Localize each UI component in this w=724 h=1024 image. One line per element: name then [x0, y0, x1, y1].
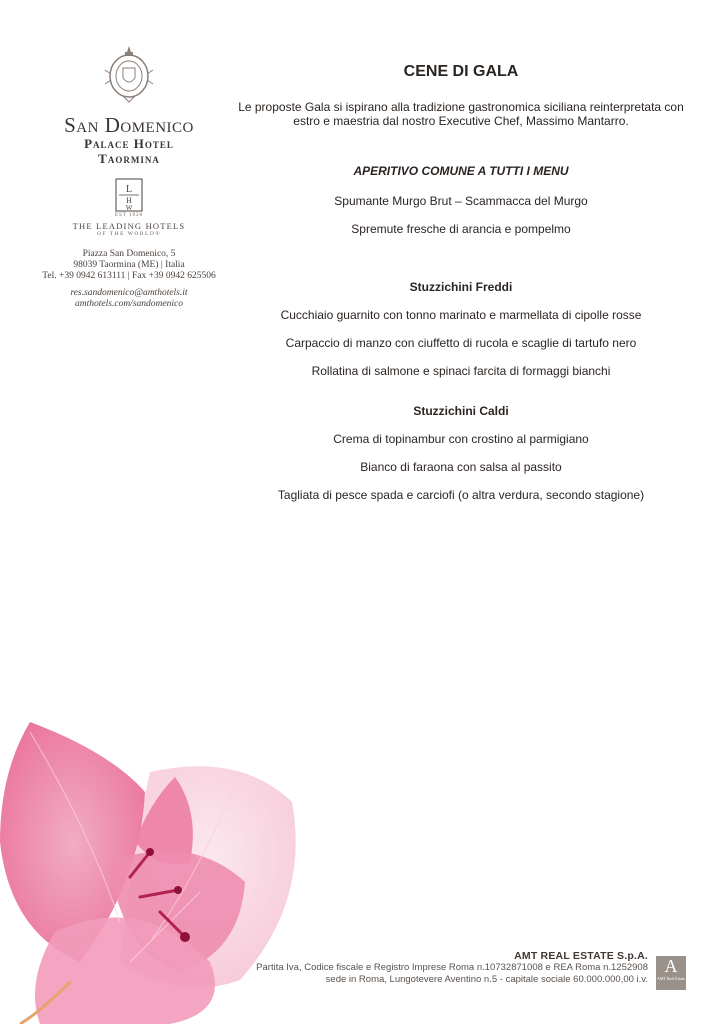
svg-text:L: L [125, 184, 133, 195]
footer-registration: Partita Iva, Codice fiscale e Registro Imprese Roma n.10732871008 e REA Roma n.1252908 [256, 962, 648, 973]
company-footer [228, 950, 648, 986]
lhw-name: THE LEADING HOTELS [72, 221, 186, 231]
menu-item: Rollatina di salmone e spinaci farcita di formaggi bianchi [311, 364, 611, 378]
lhw-logo-icon [115, 178, 143, 212]
section-title-aperitivo: APERITIVO COMUNE A TUTTI I MENU [353, 164, 569, 178]
section-title-freddi: Stuzzichini Freddi [409, 280, 513, 294]
hotel-name: San Domenico [64, 113, 194, 137]
menu-item: Cucchiaio guarnito con tonno marinato e marmellata di cipolle rosse [280, 308, 642, 322]
lhw-world: OF THE WORLD® [96, 231, 162, 237]
hotel-subtitle: Palace Hotel [84, 136, 174, 151]
section-title-caldi: Stuzzichini Caldi [413, 404, 509, 418]
hotel-letterhead [24, 44, 234, 310]
menu-intro: Le proposte Gala si ispirano alla tradizione gastronomica siciliana reinterpretata con estro e maestria dal nostro Executive Chef, Massimo Mantarro. [238, 100, 684, 128]
hotel-email[interactable]: res.sandomenico@amthotels.it [70, 288, 188, 298]
menu-item: Bianco di faraona con salsa al passito [360, 460, 562, 474]
amt-logo-text: AMT Real Estate [657, 976, 685, 981]
amt-logo-letter: A [664, 956, 678, 976]
address-phone: Tel. +39 0942 613111 | Fax +39 0942 625506 [42, 271, 216, 281]
menu-item: Tagliata di pesce spada e carciofi (o altra verdura, secondo stagione) [277, 488, 645, 502]
footer-company: AMT REAL ESTATE S.p.A. [514, 950, 648, 962]
address-city: 98039 Taormina (ME) | Italia [73, 260, 185, 270]
lhw-est: EST 1928 [114, 213, 144, 218]
hotel-crest-icon [103, 44, 155, 104]
footer-address: sede in Roma, Lungotevere Aventino n.5 - capitale sociale 60.000.000,00 i.v. [325, 974, 648, 985]
hotel-address [24, 249, 234, 282]
menu-item: Spremute fresche di arancia e pompelmo [351, 222, 571, 236]
menu-item: Spumante Murgo Brut – Scammacca del Murgo [334, 194, 588, 208]
amt-logo-icon [656, 956, 686, 990]
menu-title: CENE DI GALA [403, 63, 519, 80]
address-street: Piazza San Domenico, 5 [82, 249, 176, 259]
svg-text:W: W [125, 204, 133, 212]
svg-text:H: H [126, 196, 132, 205]
hotel-website[interactable]: amthotels.com/sandomenico [75, 299, 183, 309]
menu-item: Crema di topinambur con crostino al parmigiano [333, 432, 589, 446]
menu-item: Carpaccio di manzo con ciuffetto di rucola e scaglie di tartufo nero [285, 336, 637, 350]
menu-content [230, 62, 692, 502]
hotel-contacts [24, 288, 234, 310]
hotel-city: Taormina [98, 151, 160, 166]
